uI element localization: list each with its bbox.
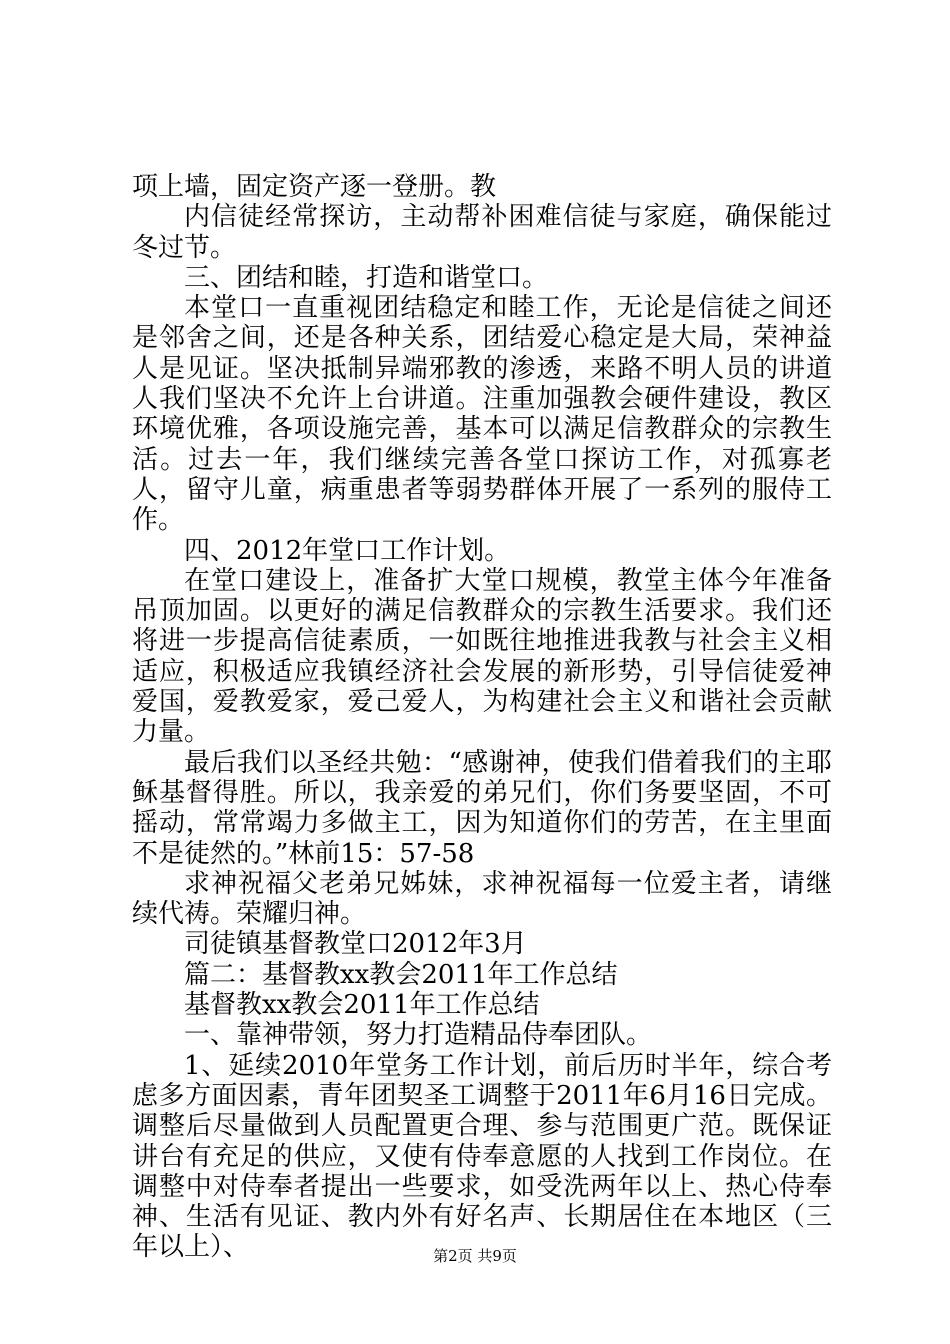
section-heading: 篇二：基督教xx教会2011年工作总结 bbox=[184, 959, 618, 990]
paragraph: 内信徒经常探访，主动帮补困难信徒与家庭，确保能过冬过节。 bbox=[132, 202, 832, 263]
paragraph: 最后我们以圣经共勉：“感谢神，使我们借着我们的主耶稣基督得胜。所以，我亲爱的弟兄们，你们务要坚固，不可摇动，常常竭力多做主工，因为知道你们的劳苦，在主里面不是徒然的。”林前15：57-58 bbox=[132, 747, 832, 869]
paragraph: 项上墙，固定资产逐一登册。教 bbox=[132, 172, 497, 202]
page-number-footer: 第2页 共9页 bbox=[433, 1247, 517, 1265]
document-title: 基督教xx教会2011年工作总结 bbox=[184, 990, 540, 1021]
paragraph: 求神祝福父老弟兄姊妹，求神祝福每一位爱主者，请继续代祷。荣耀归神。 bbox=[132, 868, 832, 930]
paragraph: 本堂口一直重视团结稳定和睦工作，无论是信徒之间还是邻舍之间，还是各种关系，团结爱心稳定是大局，荣神益人是见证。坚决抵制异端邪教的渗透，来路不明人员的讲道人我们坚决不允许上台讲道。注重加强教会硬件建设，教区环境优雅，各项设施完善，基本可以满足信教群众的宗教生活。过去一年，我们继续完善各堂口探访工作，对孤寡老人，留守儿童，病重患者等弱势群体开展了一系列的服侍工作。 bbox=[132, 293, 832, 536]
section-heading: 四、2012年堂口工作计划。 bbox=[184, 535, 511, 566]
paragraph: 在堂口建设上，准备扩大堂口规模，教堂主体今年准备吊顶加固。以更好的满足信教群众的宗教生活要求。我们还将进一步提高信徒素质，一如既往地推进我教与社会主义相适应，积极适应我镇经济社会发展的新形势，引导信徒爱神爱国，爱教爱家，爱己爱人，为构建社会主义和谐社会贡献力量。 bbox=[132, 565, 832, 748]
section-heading: 一、靠神带领，努力打造精品侍奉团队。 bbox=[184, 1020, 653, 1051]
paragraph: 1、延续2010年堂务工作计划，前后历时半年，综合考虑多方面因素，青年团契圣工调整于2011年6月16日完成。调整后尽量做到人员配置更合理、参与范围更广范。既保证讲台有充足的供应，又使有侍奉意愿的人找到工作岗位。在调整中对侍奉者提出一些要求，如受洗两年以上、热心侍奉神、生活有见证、教内外有好名声、长期居住在本地区（三年以上）、 bbox=[132, 1050, 832, 1263]
signature-line: 司徒镇基督教堂口2012年3月 bbox=[184, 929, 527, 960]
section-heading: 三、团结和睦，打造和谐堂口。 bbox=[184, 262, 549, 293]
document-body bbox=[132, 172, 832, 1263]
